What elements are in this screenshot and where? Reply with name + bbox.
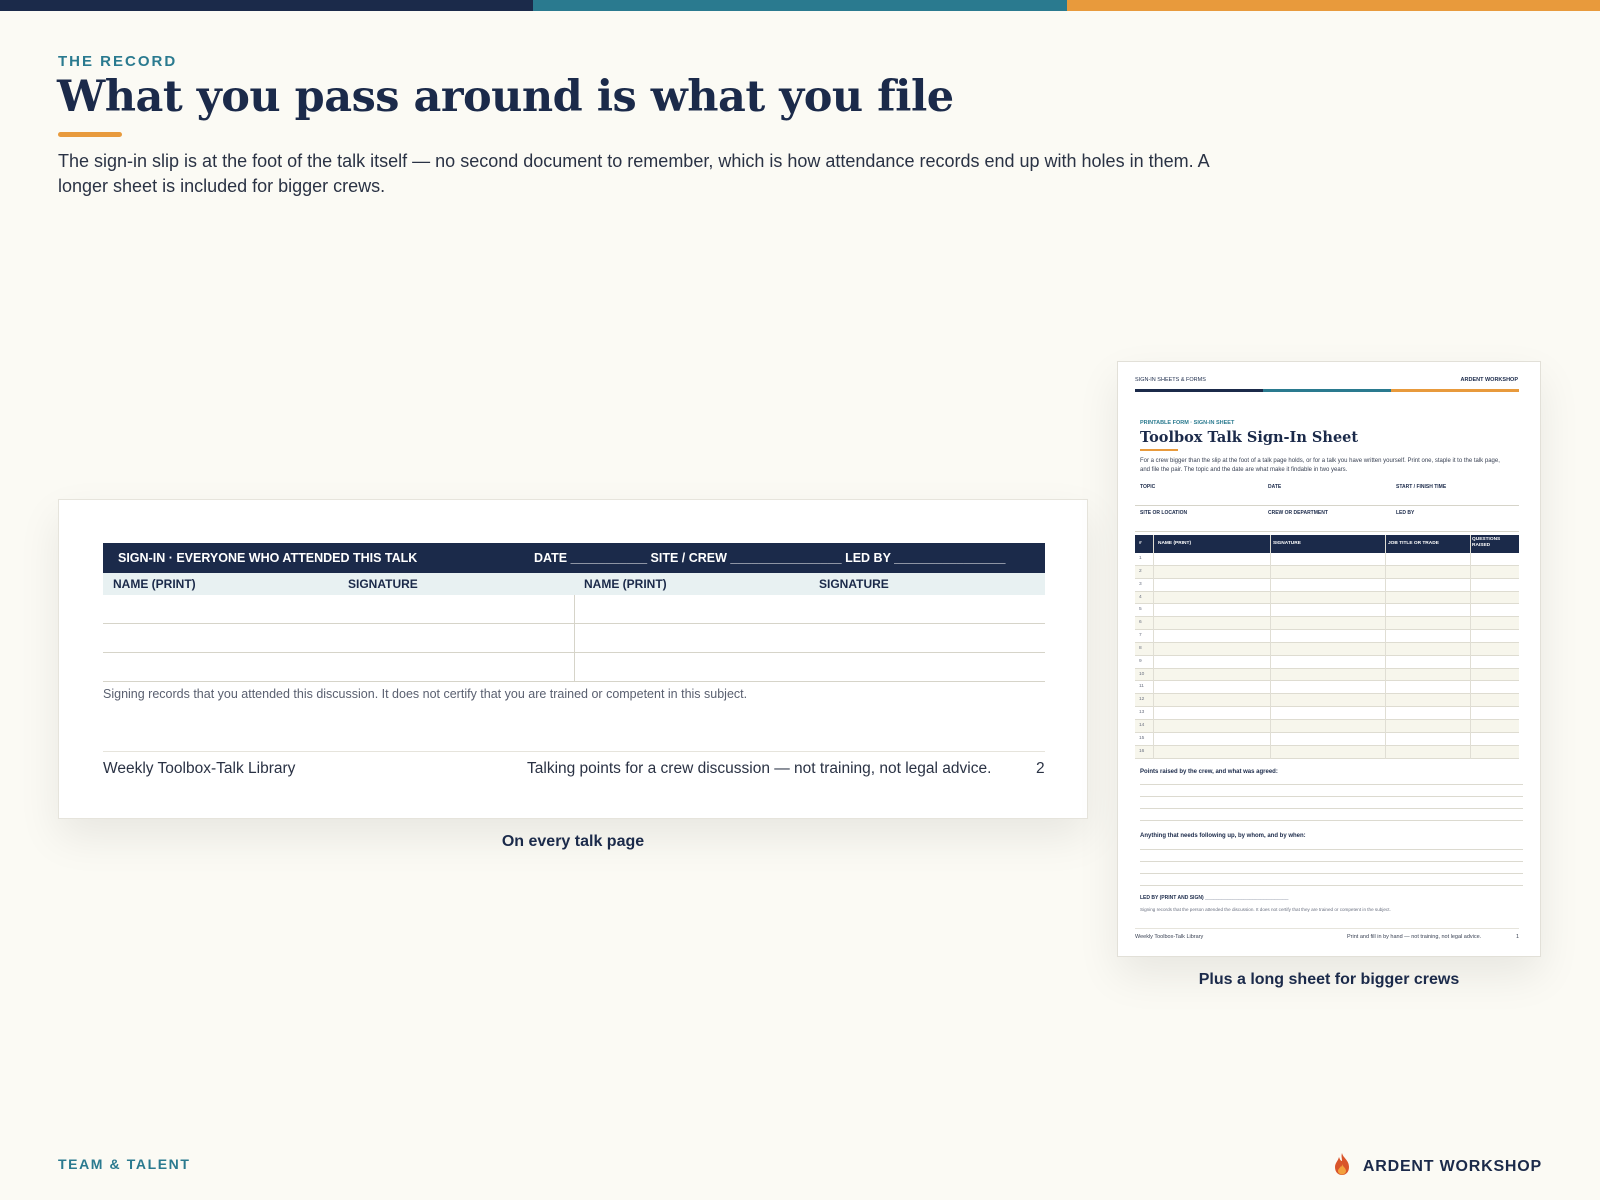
col-signature-2: SIGNATURE bbox=[819, 577, 889, 591]
answer-line bbox=[1140, 849, 1523, 850]
th-number: # bbox=[1139, 541, 1142, 546]
table-row bbox=[1135, 592, 1519, 605]
table-row bbox=[1135, 566, 1519, 579]
row-number: 2 bbox=[1139, 568, 1142, 574]
card-page-number: 2 bbox=[1036, 760, 1045, 777]
field-crew: CREW OR DEPARTMENT bbox=[1268, 510, 1328, 516]
answer-line bbox=[1140, 885, 1523, 886]
th-job-title: JOB TITLE OR TRADE bbox=[1388, 541, 1439, 546]
sheet-rule-navy bbox=[1135, 389, 1263, 392]
sheet-rule-orange bbox=[1391, 389, 1519, 392]
sheet-table-header bbox=[1135, 535, 1519, 553]
row-number: 7 bbox=[1139, 633, 1142, 639]
row-number: 15 bbox=[1139, 735, 1145, 741]
row-number: 3 bbox=[1139, 581, 1142, 587]
brand-name: ARDENT WORKSHOP bbox=[1362, 1157, 1542, 1175]
field-rule bbox=[1135, 531, 1519, 532]
table-col-divider bbox=[1270, 535, 1271, 759]
sheet-blurb: For a crew bigger than the slip at the foot of a talk page holds, or for a talk you have written yourself. Print one, staple it to the talk page, and file the pair. The topic and the date are what make it findable in two years. bbox=[1140, 458, 1500, 473]
card-footer-rule bbox=[103, 751, 1045, 752]
sheet-rule-teal bbox=[1263, 389, 1391, 392]
sheet-section-label: SIGN-IN SHEETS & FORMS bbox=[1135, 377, 1206, 383]
slip-header-fields: DATE ___________ SITE / CREW ________________ LED BY ________________ bbox=[534, 551, 1006, 565]
answer-line bbox=[1140, 820, 1523, 821]
field-date: DATE bbox=[1268, 484, 1282, 490]
col-name-print-1: NAME (PRINT) bbox=[113, 577, 196, 591]
sheet-page-number: 1 bbox=[1516, 934, 1520, 940]
footer-section-label: TEAM & TALENT bbox=[58, 1156, 191, 1172]
row-number: 4 bbox=[1139, 594, 1142, 600]
sheet-footer-library: Weekly Toolbox-Talk Library bbox=[1135, 934, 1204, 940]
sheet-disclaimer: Signing records that the person attended the discussion. It does not certify that they are trained or competent in the subject. bbox=[1140, 907, 1391, 912]
field-led-by: LED BY bbox=[1396, 510, 1415, 516]
points-label: Points raised by the crew, and what was agreed: bbox=[1140, 769, 1278, 775]
table-col-divider bbox=[1385, 535, 1386, 759]
table-row bbox=[1135, 694, 1519, 707]
table-row bbox=[1135, 720, 1519, 733]
slip-caption: On every talk page bbox=[501, 833, 645, 850]
followup-label: Anything that needs following up, by whom, and by when: bbox=[1140, 833, 1306, 839]
led-by-signature-line: LED BY (PRINT AND SIGN) ______________________________ bbox=[1140, 895, 1289, 901]
row-number: 13 bbox=[1139, 710, 1145, 716]
top-bar-teal bbox=[533, 0, 1066, 11]
slip-row-divider bbox=[574, 595, 575, 624]
th-signature: SIGNATURE bbox=[1273, 541, 1301, 546]
slip-header-bar bbox=[103, 543, 1045, 573]
field-rule bbox=[1135, 505, 1519, 506]
row-number: 6 bbox=[1139, 620, 1142, 626]
field-site: SITE OR LOCATION bbox=[1140, 510, 1188, 516]
table-row bbox=[1135, 669, 1519, 682]
table-row bbox=[1135, 617, 1519, 630]
sheet-footer-disclaimer: Print and fill in by hand — not training, not legal advice. bbox=[1347, 934, 1482, 940]
title-accent-rule bbox=[58, 132, 122, 137]
slip-disclaimer: Signing records that you attended this discussion. It does not certify that you are trained or competent in this subject. bbox=[103, 687, 748, 701]
row-number: 16 bbox=[1139, 748, 1145, 754]
flame-icon bbox=[1331, 1152, 1353, 1181]
intro-paragraph: The sign-in slip is at the foot of the talk itself — no second document to remember, which is how attendance records end up with holes in them. A longer sheet is included for bigger crews. bbox=[58, 151, 1209, 196]
section-eyebrow: THE RECORD bbox=[58, 53, 178, 70]
slip-preview-card bbox=[58, 499, 1088, 819]
card-footer-disclaimer: Talking points for a crew discussion — not training, not legal advice. bbox=[527, 760, 992, 777]
table-row bbox=[1135, 681, 1519, 694]
row-number: 5 bbox=[1139, 607, 1142, 613]
sheet-title-accent bbox=[1140, 449, 1178, 451]
long-sheet-preview bbox=[1117, 361, 1541, 957]
slip-rows bbox=[103, 595, 1045, 682]
table-row bbox=[1135, 579, 1519, 592]
th-questions: QUESTIONS RAISED bbox=[1472, 537, 1501, 548]
slip-row bbox=[103, 624, 1045, 653]
sheet-title: Toolbox Talk Sign-In Sheet bbox=[1140, 429, 1359, 446]
table-row bbox=[1135, 707, 1519, 720]
top-bar-orange bbox=[1067, 0, 1600, 11]
slip-row bbox=[103, 595, 1045, 624]
field-time: START / FINISH TIME bbox=[1396, 484, 1447, 490]
sheet-footer-rule bbox=[1135, 928, 1519, 929]
table-row bbox=[1135, 630, 1519, 643]
row-number: 1 bbox=[1139, 556, 1142, 561]
sheet-brand-label: ARDENT WORKSHOP bbox=[1460, 377, 1518, 383]
slip-row-divider bbox=[574, 653, 575, 682]
field-topic: TOPIC bbox=[1140, 484, 1156, 490]
sheet-color-rule bbox=[1135, 389, 1519, 392]
sheet-table-rows bbox=[1135, 553, 1519, 759]
col-name-print-2: NAME (PRINT) bbox=[584, 577, 667, 591]
th-name: NAME (PRINT) bbox=[1158, 541, 1192, 546]
row-number: 8 bbox=[1139, 645, 1142, 651]
top-color-bar bbox=[0, 0, 1600, 11]
top-bar-navy bbox=[0, 0, 533, 11]
answer-line bbox=[1140, 784, 1523, 785]
long-sheet-caption: Plus a long sheet for bigger crews bbox=[1198, 971, 1460, 988]
row-number: 12 bbox=[1139, 697, 1145, 703]
table-row bbox=[1135, 656, 1519, 669]
row-number: 14 bbox=[1139, 722, 1145, 728]
table-col-divider bbox=[1470, 535, 1471, 759]
sheet-eyebrow: PRINTABLE FORM · SIGN-IN SHEET bbox=[1140, 420, 1235, 426]
table-col-divider bbox=[1153, 535, 1154, 759]
answer-line bbox=[1140, 873, 1523, 874]
slip-header-title: SIGN-IN · EVERYONE WHO ATTENDED THIS TALK bbox=[118, 551, 418, 565]
table-row bbox=[1135, 643, 1519, 656]
table-row bbox=[1135, 733, 1519, 746]
row-number: 11 bbox=[1139, 684, 1144, 690]
answer-line bbox=[1140, 861, 1523, 862]
table-row bbox=[1135, 604, 1519, 617]
footer-brand bbox=[1331, 1152, 1542, 1181]
table-row bbox=[1135, 553, 1519, 566]
slip-row bbox=[103, 653, 1045, 682]
page-title: What you pass around is what you file bbox=[57, 72, 954, 122]
slip-column-headers bbox=[103, 573, 1045, 595]
slip-row-divider bbox=[574, 624, 575, 653]
table-row bbox=[1135, 746, 1519, 759]
answer-line bbox=[1140, 808, 1523, 809]
row-number: 10 bbox=[1139, 671, 1145, 677]
card-footer-library: Weekly Toolbox-Talk Library bbox=[103, 760, 296, 777]
col-signature-1: SIGNATURE bbox=[348, 577, 418, 591]
answer-line bbox=[1140, 796, 1523, 797]
row-number: 9 bbox=[1139, 658, 1142, 664]
